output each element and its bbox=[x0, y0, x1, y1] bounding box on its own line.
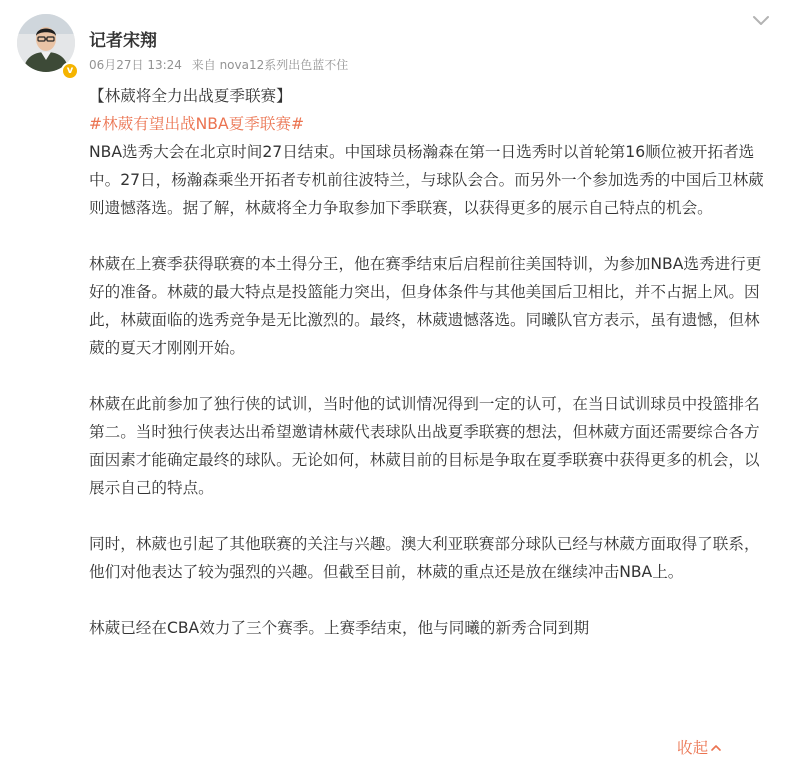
verified-badge-icon: v bbox=[61, 62, 79, 80]
paragraph-1: NBA选秀大会在北京时间27日结束。中国球员杨瀚森在第一日选秀时以首轮第16顺位被开拓者选中。27日，杨瀚森乘坐开拓者专机前往波特兰，与球队会合。而另外一个参加选秀的中国后卫林葳则遗憾落选。据了解，林葳将全力争取参加下季联赛，以获得更多的展示自己特点的机会。 bbox=[89, 143, 764, 217]
post-source: 来自 nova12系列出色蓝不住 bbox=[191, 58, 349, 72]
author-name[interactable]: 记者宋翔 bbox=[89, 31, 157, 51]
hashtag-link[interactable]: #林葳有望出战NBA夏季联赛# bbox=[89, 115, 305, 133]
collapse-label: 收起 bbox=[677, 739, 709, 757]
chevron-up-icon bbox=[710, 742, 722, 754]
post-content bbox=[89, 82, 775, 642]
post-date: 06月27日 13:24 bbox=[89, 58, 182, 72]
collapse-button[interactable] bbox=[673, 734, 722, 762]
paragraph-4: 同时，林葳也引起了其他联赛的关注与兴趣。澳大利亚联赛部分球队已经与林葳方面取得了联系，他们对他表达了较为强烈的兴趣。但截至目前，林葳的重点还是放在继续冲击NBA上。 bbox=[89, 535, 760, 581]
post-title: 【林葳将全力出战夏季联赛】 bbox=[89, 87, 292, 105]
paragraph-3: 林葳在此前参加了独行侠的试训，当时他的试训情况得到一定的认可，在当日试训球员中投篮排名第二。当时独行侠表达出希望邀请林葳代表球队出战夏季联赛的想法，但林葳方面还需要综合各方面因素才能确定最终的球队。无论如何，林葳目前的目标是争取在夏季联赛中获得更多的机会，以展示自己的特点。 bbox=[89, 395, 760, 497]
text-fade bbox=[600, 734, 674, 762]
paragraph-2: 林葳在上赛季获得联赛的本土得分王，他在赛季结束后启程前往美国特训，为参加NBA选秀进行更好的准备。林葳的最大特点是投篮能力突出，但身体条件与其他美国后卫相比，并不占据上风。因此，林葳面临的选秀竞争是无比激烈的。最终，林葳遗憾落选。同曦队官方表示，虽有遗憾，但林葳的夏天才刚刚开始。 bbox=[89, 255, 762, 357]
paragraph-5: 林葳已经在CBA效力了三个赛季。上赛季结束，他与同曦的新秀合同到期 bbox=[89, 619, 590, 637]
post-meta bbox=[89, 56, 354, 73]
chevron-down-icon[interactable] bbox=[749, 8, 773, 32]
